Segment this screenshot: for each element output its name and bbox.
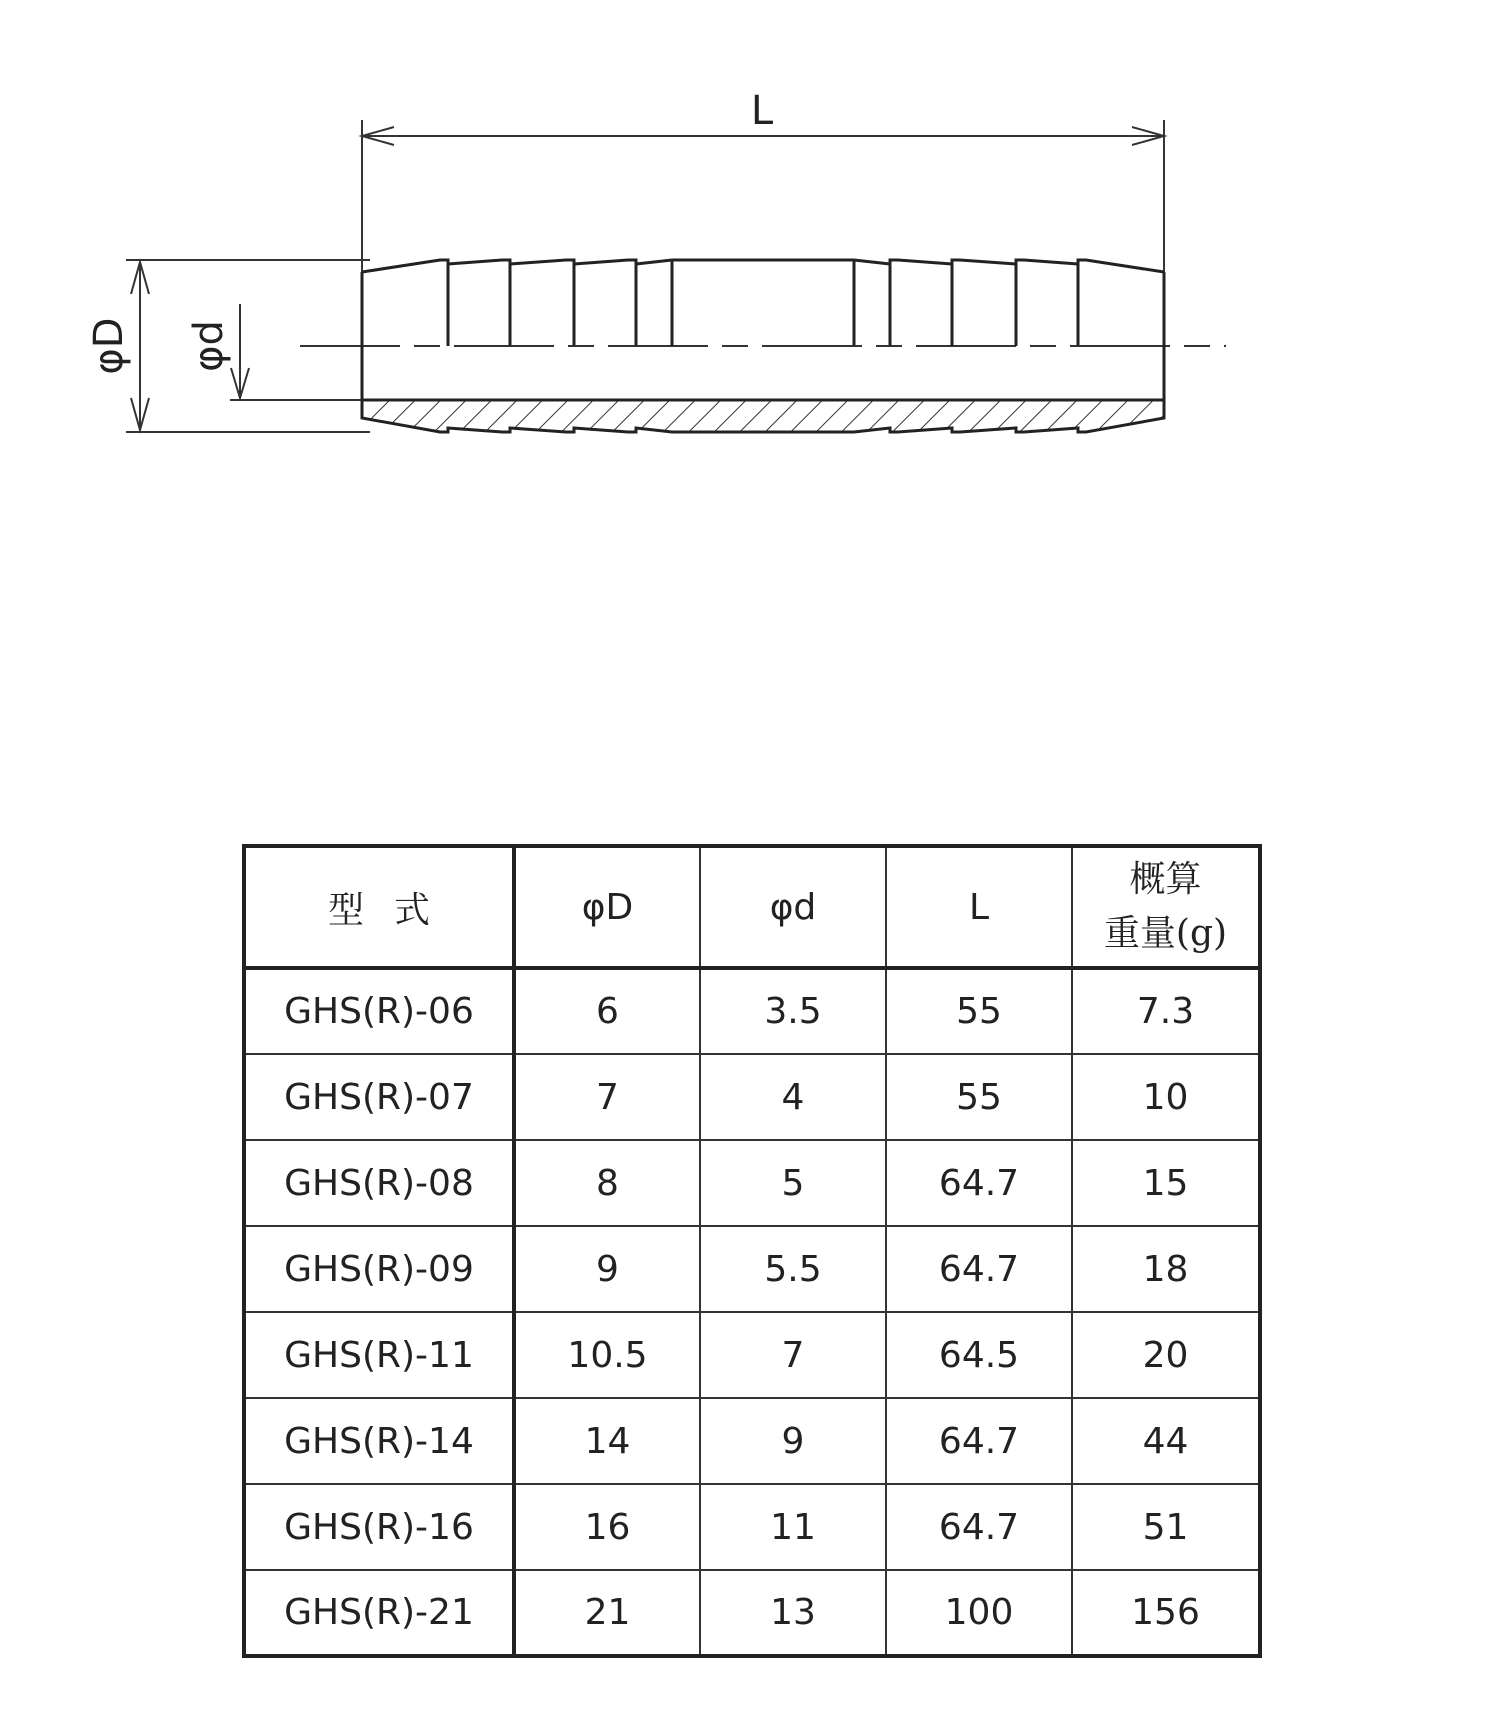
length-label: L [750, 88, 774, 134]
header-inner-diameter: φd [700, 846, 886, 968]
cell-model: GHS(R)-08 [244, 1140, 514, 1226]
cell-inner-diameter: 4 [700, 1054, 886, 1140]
table-row [244, 1570, 1260, 1656]
cell-length: 64.7 [886, 1140, 1072, 1226]
cell-length: 64.5 [886, 1312, 1072, 1398]
cell-weight: 10 [1072, 1054, 1260, 1140]
cell-weight: 44 [1072, 1398, 1260, 1484]
cell-outer-diameter: 7 [514, 1054, 700, 1140]
cell-length: 64.7 [886, 1484, 1072, 1570]
cell-model: GHS(R)-07 [244, 1054, 514, 1140]
cell-length: 100 [886, 1570, 1072, 1656]
cell-outer-diameter: 14 [514, 1398, 700, 1484]
table-row [244, 1054, 1260, 1140]
header-weight-line2: 重量(g) [1103, 913, 1228, 954]
cell-inner-diameter: 9 [700, 1398, 886, 1484]
header-outer-diameter: φD [514, 846, 700, 968]
cell-length: 55 [886, 968, 1072, 1054]
cell-outer-diameter: 8 [514, 1140, 700, 1226]
table-row [244, 1226, 1260, 1312]
cell-weight: 156 [1072, 1570, 1260, 1656]
header-model [244, 846, 514, 968]
hose-joint-drawing [0, 0, 1500, 560]
cell-model: GHS(R)-21 [244, 1570, 514, 1656]
cell-length: 64.7 [886, 1226, 1072, 1312]
part-upper-outline [362, 260, 1164, 400]
cell-model: GHS(R)-11 [244, 1312, 514, 1398]
cell-inner-diameter: 7 [700, 1312, 886, 1398]
cell-weight: 20 [1072, 1312, 1260, 1398]
cell-outer-diameter: 6 [514, 968, 700, 1054]
cell-outer-diameter: 21 [514, 1570, 700, 1656]
length-dimension [362, 88, 1164, 272]
table-row [244, 1312, 1260, 1398]
cell-inner-diameter: 5 [700, 1140, 886, 1226]
header-weight-line1: 概算 [1129, 859, 1202, 900]
cell-weight: 7.3 [1072, 968, 1260, 1054]
cell-model: GHS(R)-09 [244, 1226, 514, 1312]
table-row [244, 968, 1260, 1054]
cell-model: GHS(R)-14 [244, 1398, 514, 1484]
spec-table [242, 844, 1262, 1658]
cell-outer-diameter: 16 [514, 1484, 700, 1570]
part-lower-section [362, 400, 1164, 432]
outer-diameter-label: φD [86, 317, 132, 375]
header-weight [1072, 846, 1260, 968]
cell-length: 55 [886, 1054, 1072, 1140]
table-header-row [244, 846, 1260, 968]
inner-diameter-dimension [186, 304, 370, 400]
cell-inner-diameter: 3.5 [700, 968, 886, 1054]
table-row [244, 1484, 1260, 1570]
cell-weight: 15 [1072, 1140, 1260, 1226]
table-row [244, 1140, 1260, 1226]
cell-model: GHS(R)-06 [244, 968, 514, 1054]
cell-inner-diameter: 5.5 [700, 1226, 886, 1312]
table-row [244, 1398, 1260, 1484]
header-length: L [886, 846, 1072, 968]
inner-diameter-label: φd [186, 320, 232, 372]
cell-length: 64.7 [886, 1398, 1072, 1484]
cell-outer-diameter: 10.5 [514, 1312, 700, 1398]
cell-outer-diameter: 9 [514, 1226, 700, 1312]
cell-model: GHS(R)-16 [244, 1484, 514, 1570]
header-model-text: 型式 [327, 889, 460, 931]
cell-weight: 51 [1072, 1484, 1260, 1570]
cell-weight: 18 [1072, 1226, 1260, 1312]
cell-inner-diameter: 13 [700, 1570, 886, 1656]
cell-inner-diameter: 11 [700, 1484, 886, 1570]
